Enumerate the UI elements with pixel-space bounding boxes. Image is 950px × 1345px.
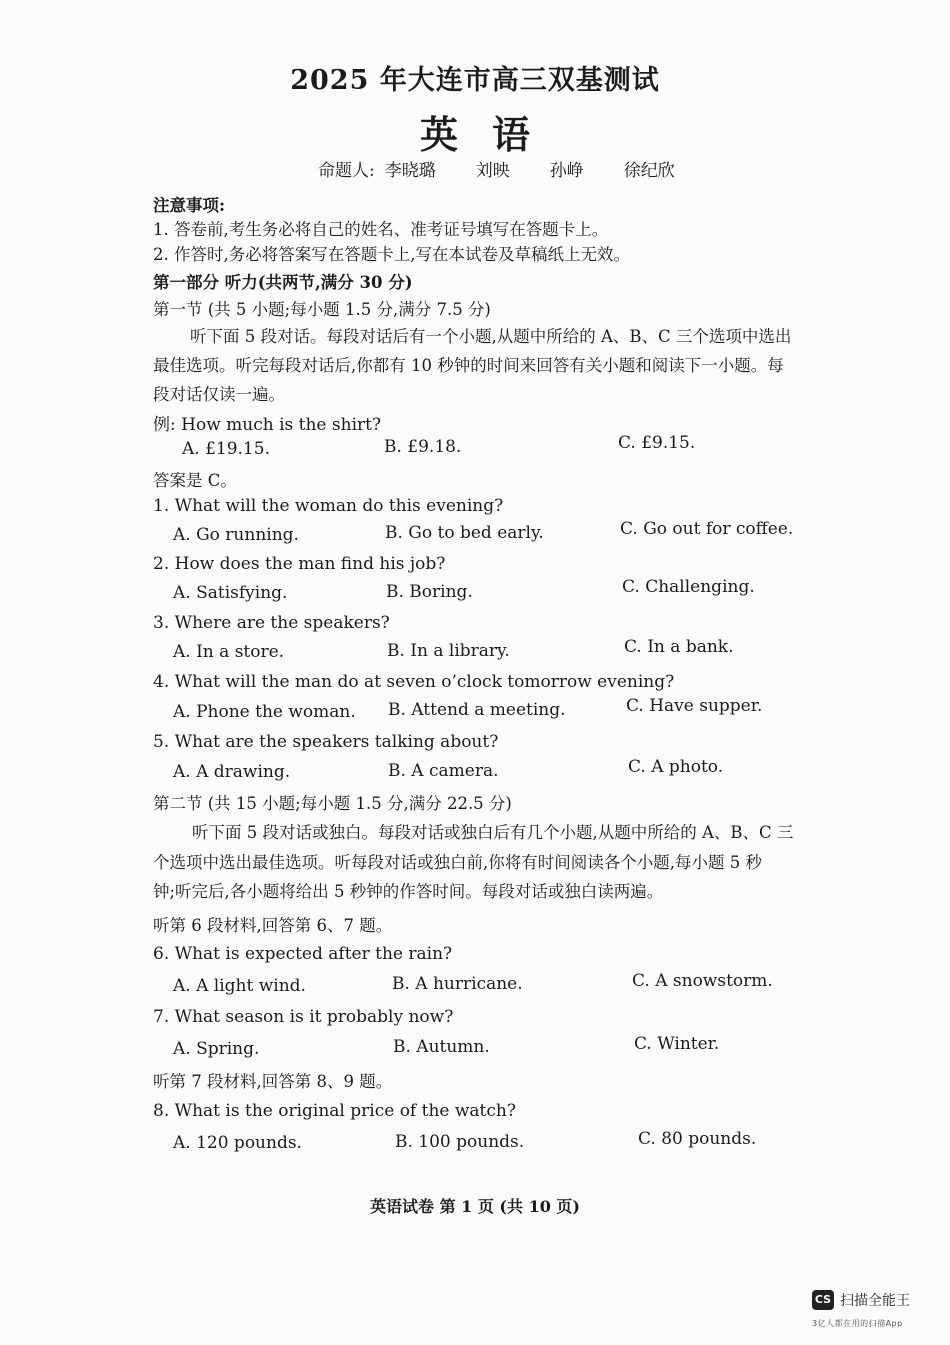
section2-heading: 第二节 (共 15 小题;每小题 1.5 分,满分 22.5 分) [153, 794, 512, 813]
option-a: A. In a store. [173, 642, 285, 662]
scanner-logo-icon: CS [812, 1290, 834, 1310]
section2-instructions: 个选项中选出最佳选项。听每段对话或独白前,你将有时间阅读各个小题,每小题 5 秒 [153, 853, 762, 872]
author-name: 孙峥 [549, 161, 584, 181]
question-5: 5. What are the speakers talking about? [153, 732, 499, 752]
option-c: C. A photo. [628, 757, 724, 777]
option-a: A. Satisfying. [173, 583, 288, 603]
option-c: C. 80 pounds. [638, 1129, 757, 1149]
question-3: 3. Where are the speakers? [153, 613, 390, 633]
section1-heading: 第一节 (共 5 小题;每小题 1.5 分,满分 7.5 分) [153, 300, 491, 319]
author-name: 刘映 [475, 161, 510, 181]
question-2: 2. How does the man find his job? [153, 554, 446, 574]
scanner-watermark [812, 1290, 932, 1336]
question-7: 7. What season is it probably now? [153, 1007, 454, 1027]
notice-item: 2. 作答时,务必将答案写在答题卡上,写在本试卷及草稿纸上无效。 [153, 245, 630, 264]
section2-instructions: 钟;听完后,各小题将给出 5 秒钟的作答时间。每段对话或独白读两遍。 [153, 882, 664, 901]
option-c: C. In a bank. [624, 637, 734, 657]
option-b: B. A camera. [388, 761, 499, 781]
option-c: C. Go out for coffee. [620, 519, 794, 539]
option-a: A. Phone the woman. [173, 702, 356, 722]
option-a: A. A light wind. [173, 976, 306, 996]
option-c: C. Winter. [634, 1034, 720, 1054]
question-6: 6. What is expected after the rain? [153, 944, 453, 964]
scanner-app-name: 扫描全能王 [840, 1293, 910, 1309]
option-b: B. 100 pounds. [395, 1132, 525, 1152]
exam-title: 2025 年大连市高三双基测试 [290, 65, 660, 96]
notice-item: 1. 答卷前,考生务必将自己的姓名、准考证号填写在答题卡上。 [153, 220, 609, 239]
author-name: 李晓璐 [384, 161, 436, 181]
question-4: 4. What will the man do at seven o’clock tomorrow evening? [153, 672, 675, 692]
scanner-tagline: 3亿人都在用的扫描App [812, 1319, 903, 1328]
subject-title: 英语 [419, 112, 564, 157]
option-c: C. £9.15. [618, 433, 696, 453]
author-name: 徐纪欣 [623, 161, 675, 181]
section1-instructions: 最佳选项。听完每段对话后,你都有 10 秒钟的时间来回答有关小题和阅读下一小题。每 [153, 356, 784, 375]
option-b: B. In a library. [387, 641, 510, 661]
notice-heading: 注意事项: [153, 196, 226, 215]
question-1: 1. What will the woman do this evening? [153, 496, 504, 516]
material-6-heading: 听第 6 段材料,回答第 6、7 题。 [153, 916, 393, 935]
option-a: A. A drawing. [173, 762, 291, 782]
question-8: 8. What is the original price of the watch? [153, 1101, 516, 1121]
option-c: C. A snowstorm. [632, 971, 773, 991]
material-7-heading: 听第 7 段材料,回答第 8、9 题。 [153, 1072, 393, 1091]
option-b: B. Attend a meeting. [388, 700, 566, 720]
option-b: B. £9.18. [384, 437, 462, 457]
option-a: A. 120 pounds. [173, 1133, 302, 1153]
option-b: B. A hurricane. [392, 974, 523, 994]
section1-instructions: 听下面 5 段对话。每段对话后有一个小题,从题中所给的 A、B、C 三个选项中选出 [190, 327, 792, 346]
section2-instructions: 听下面 5 段对话或独白。每段对话或独白后有几个小题,从题中所给的 A、B、C 三 [192, 823, 794, 842]
part1-heading: 第一部分 听力(共两节,满分 30 分) [153, 273, 413, 292]
option-a: A. Spring. [173, 1039, 260, 1059]
option-b: B. Boring. [386, 582, 473, 602]
example-question: 例: How much is the shirt? [153, 415, 382, 435]
page-footer: 英语试卷 第 1 页 (共 10 页) [370, 1197, 580, 1216]
authors-line [318, 156, 715, 181]
option-c: C. Have supper. [626, 696, 763, 716]
option-c: C. Challenging. [622, 577, 755, 597]
authors-label: 命题人: [318, 161, 375, 181]
section1-instructions: 段对话仅读一遍。 [153, 385, 285, 404]
example-answer: 答案是 C。 [153, 471, 237, 490]
option-b: B. Go to bed early. [385, 523, 544, 543]
option-b: B. Autumn. [393, 1037, 490, 1057]
option-a: A. £19.15. [182, 439, 270, 459]
option-a: A. Go running. [173, 525, 299, 545]
